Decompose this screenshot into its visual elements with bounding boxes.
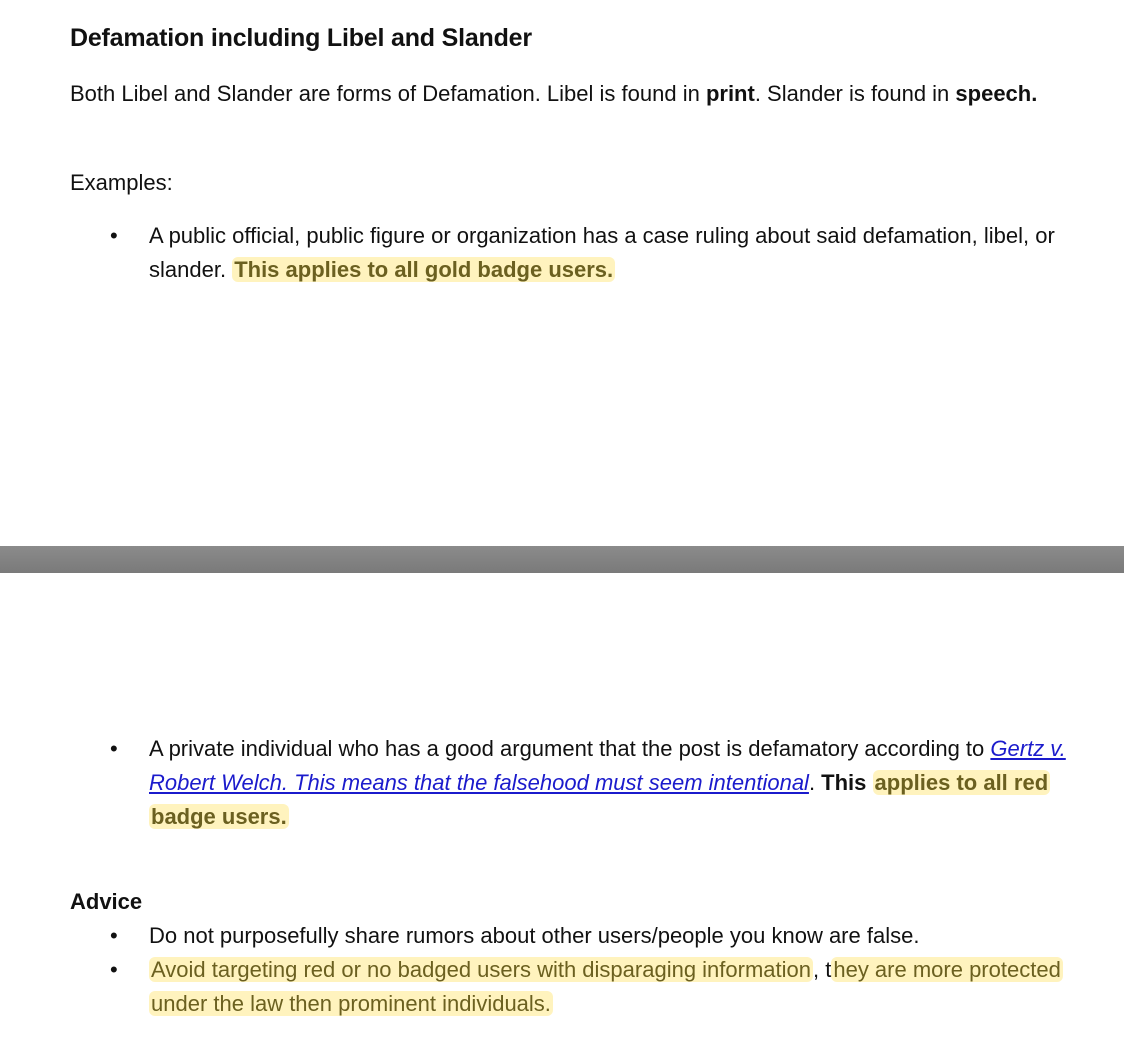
- advice2-highlight-a: Avoid targeting red or no badged users with disparaging information: [151, 957, 811, 982]
- example2-text: A private individual who has a good argument that the post is defamatory according to: [149, 736, 985, 761]
- intro-bold-print: print: [705, 81, 755, 106]
- advice2-highlight-b: hey are more protected under the law then prominent individuals.: [151, 957, 1061, 1016]
- bullet-icon: •: [110, 957, 118, 982]
- advice-item-1: Do not purposefully share rumors about other users/people you know are false.: [149, 923, 920, 948]
- page-separator: [0, 546, 1124, 573]
- intro-bold-speech: speech.: [955, 81, 1038, 106]
- examples-label: Examples:: [70, 170, 173, 195]
- intro-text-2: . Slander is found in: [754, 81, 956, 106]
- advice-heading: Advice: [70, 889, 143, 914]
- example-item-1: [149, 219, 1099, 287]
- example1-text: A public official, public figure or organization has a case ruling about said defamation, libel, or slander.: [149, 223, 1055, 282]
- intro-text-1: Both Libel and Slander are forms of Defamation. Libel is found in: [70, 81, 706, 106]
- intro-paragraph: [70, 76, 1070, 111]
- example2-after-link: .: [808, 770, 822, 795]
- gertz-case-link[interactable]: Gertz v. Robert Welch. This means that the falsehood must seem intentional: [149, 736, 1066, 795]
- bullet-icon: •: [110, 736, 118, 761]
- advice-item-2: [149, 953, 1079, 1021]
- advice2-plain: , t: [813, 957, 832, 982]
- bullet-icon: •: [110, 923, 118, 948]
- example-item-2: [149, 732, 1089, 834]
- document-heading: Defamation including Libel and Slander: [70, 24, 532, 52]
- example2-bold-tail: This: [821, 770, 867, 795]
- example2-highlight: applies to all red badge users.: [151, 770, 1049, 829]
- bullet-icon: •: [110, 223, 118, 248]
- example1-highlight: This applies to all gold badge users.: [234, 257, 614, 282]
